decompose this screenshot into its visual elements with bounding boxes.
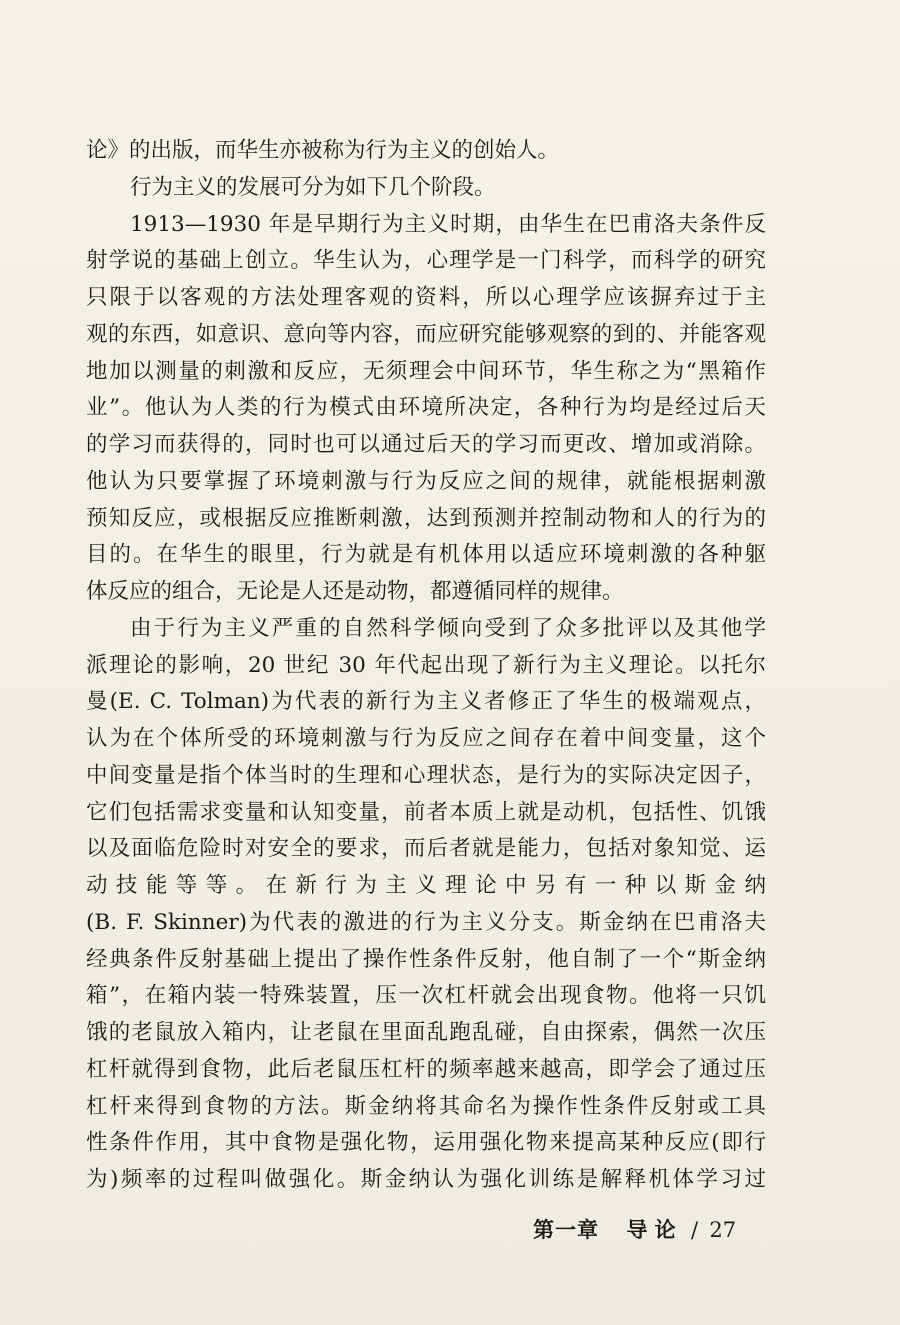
text-line: 的学习而获得的，同时也可以通过后天的学习而更改、增加或消除。 [86,432,766,457]
page-number: 27 [709,1218,737,1242]
text-line: 为)频率的过程叫做强化。斯金纳认为强化训练是解释机体学习过 [86,1167,766,1192]
text-line: 以及面临危险时对安全的要求，而后者就是能力，包括对象知觉、运 [86,836,766,862]
text-line: 由于行为主义严重的自然科学倾向受到了众多批评以及其他学 [130,615,766,641]
text-line: 经典条件反射基础上提出了操作性条件反射，他自制了一个“斯金纳 [86,946,766,972]
text-line: 曼(E. C. Tolman)为代表的新行为主义者修正了华生的极端观点， [86,689,766,715]
text-line: 中间变量是指个体当时的生理和心理状态，是行为的实际决定因子， [86,762,766,788]
text-line: 1913—1930 年是早期行为主义时期，由华生在巴甫洛夫条件反 [130,211,766,237]
text-line: 只限于以客观的方法处理客观的资料，所以心理学应该摒弃过于主 [86,285,766,310]
text-line: 论》的出版，而华生亦被称为行为主义的创始人。 [86,138,560,163]
text-line: 业”。他认为人类的行为模式由环境所决定，各种行为均是经过后天 [86,395,766,421]
footer-chapter: 第一章 [533,1217,599,1242]
text-line: 射学说的基础上创立。华生认为，心理学是一门科学，而科学的研究 [86,248,766,274]
text-line: 箱”，在箱内装一特殊装置，压一次杠杆就会出现食物。他将一只饥 [86,983,766,1009]
body-text [86,133,766,1199]
text-line: 杠杆就得到食物，此后老鼠压杠杆的频率越来越高，即学会了通过压 [86,1056,766,1082]
text-line: 它们包括需求变量和认知变量，前者本质上就是动机，包括性、饥饿 [86,799,766,825]
text-line: 动技能等等。在新行为主义理论中另有一种以斯金纳 [86,873,766,898]
footer-title: 导 论 [626,1217,676,1242]
text-line: 饿的老鼠放入箱内，让老鼠在里面乱跑乱碰，自由探索，偶然一次压 [86,1020,766,1045]
text-line: 认为在个体所受的环境刺激与行为反应之间存在着中间变量，这个 [86,726,766,751]
text-line: 预知反应，或根据反应推断刺激，达到预测并控制动物和人的行为的 [86,505,766,531]
text-line: 性条件作用，其中食物是强化物，运用强化物来提高某种反应(即行 [86,1130,766,1156]
text-line: (B. F. Skinner)为代表的激进的行为主义分支。斯金纳在巴甫洛夫 [86,909,766,935]
text-line: 地加以测量的刺激和反应，无须理会中间环节，华生称之为“黑箱作 [86,358,766,384]
text-line: 行为主义的发展可分为如下几个阶段。 [130,174,496,200]
text-line: 派理论的影响，20 世纪 30 年代起出现了新行为主义理论。以托尔 [86,652,766,678]
text-line: 他认为只要掌握了环境刺激与行为反应之间的规律，就能根据刺激 [86,468,766,494]
text-line: 体反应的组合，无论是人还是动物，都遵循同样的规律。 [86,579,624,604]
page-footer [533,1213,736,1247]
text-line: 观的东西，如意识、意向等内容，而应研究能够观察的到的、并能客观 [86,321,766,347]
footer-separator: / [690,1218,699,1242]
text-line: 杠杆来得到食物的方法。斯金纳将其命名为操作性条件反射或工具 [86,1093,766,1119]
text-line: 目的。在华生的眼里，行为就是有机体用以适应环境刺激的各种躯 [86,542,766,568]
